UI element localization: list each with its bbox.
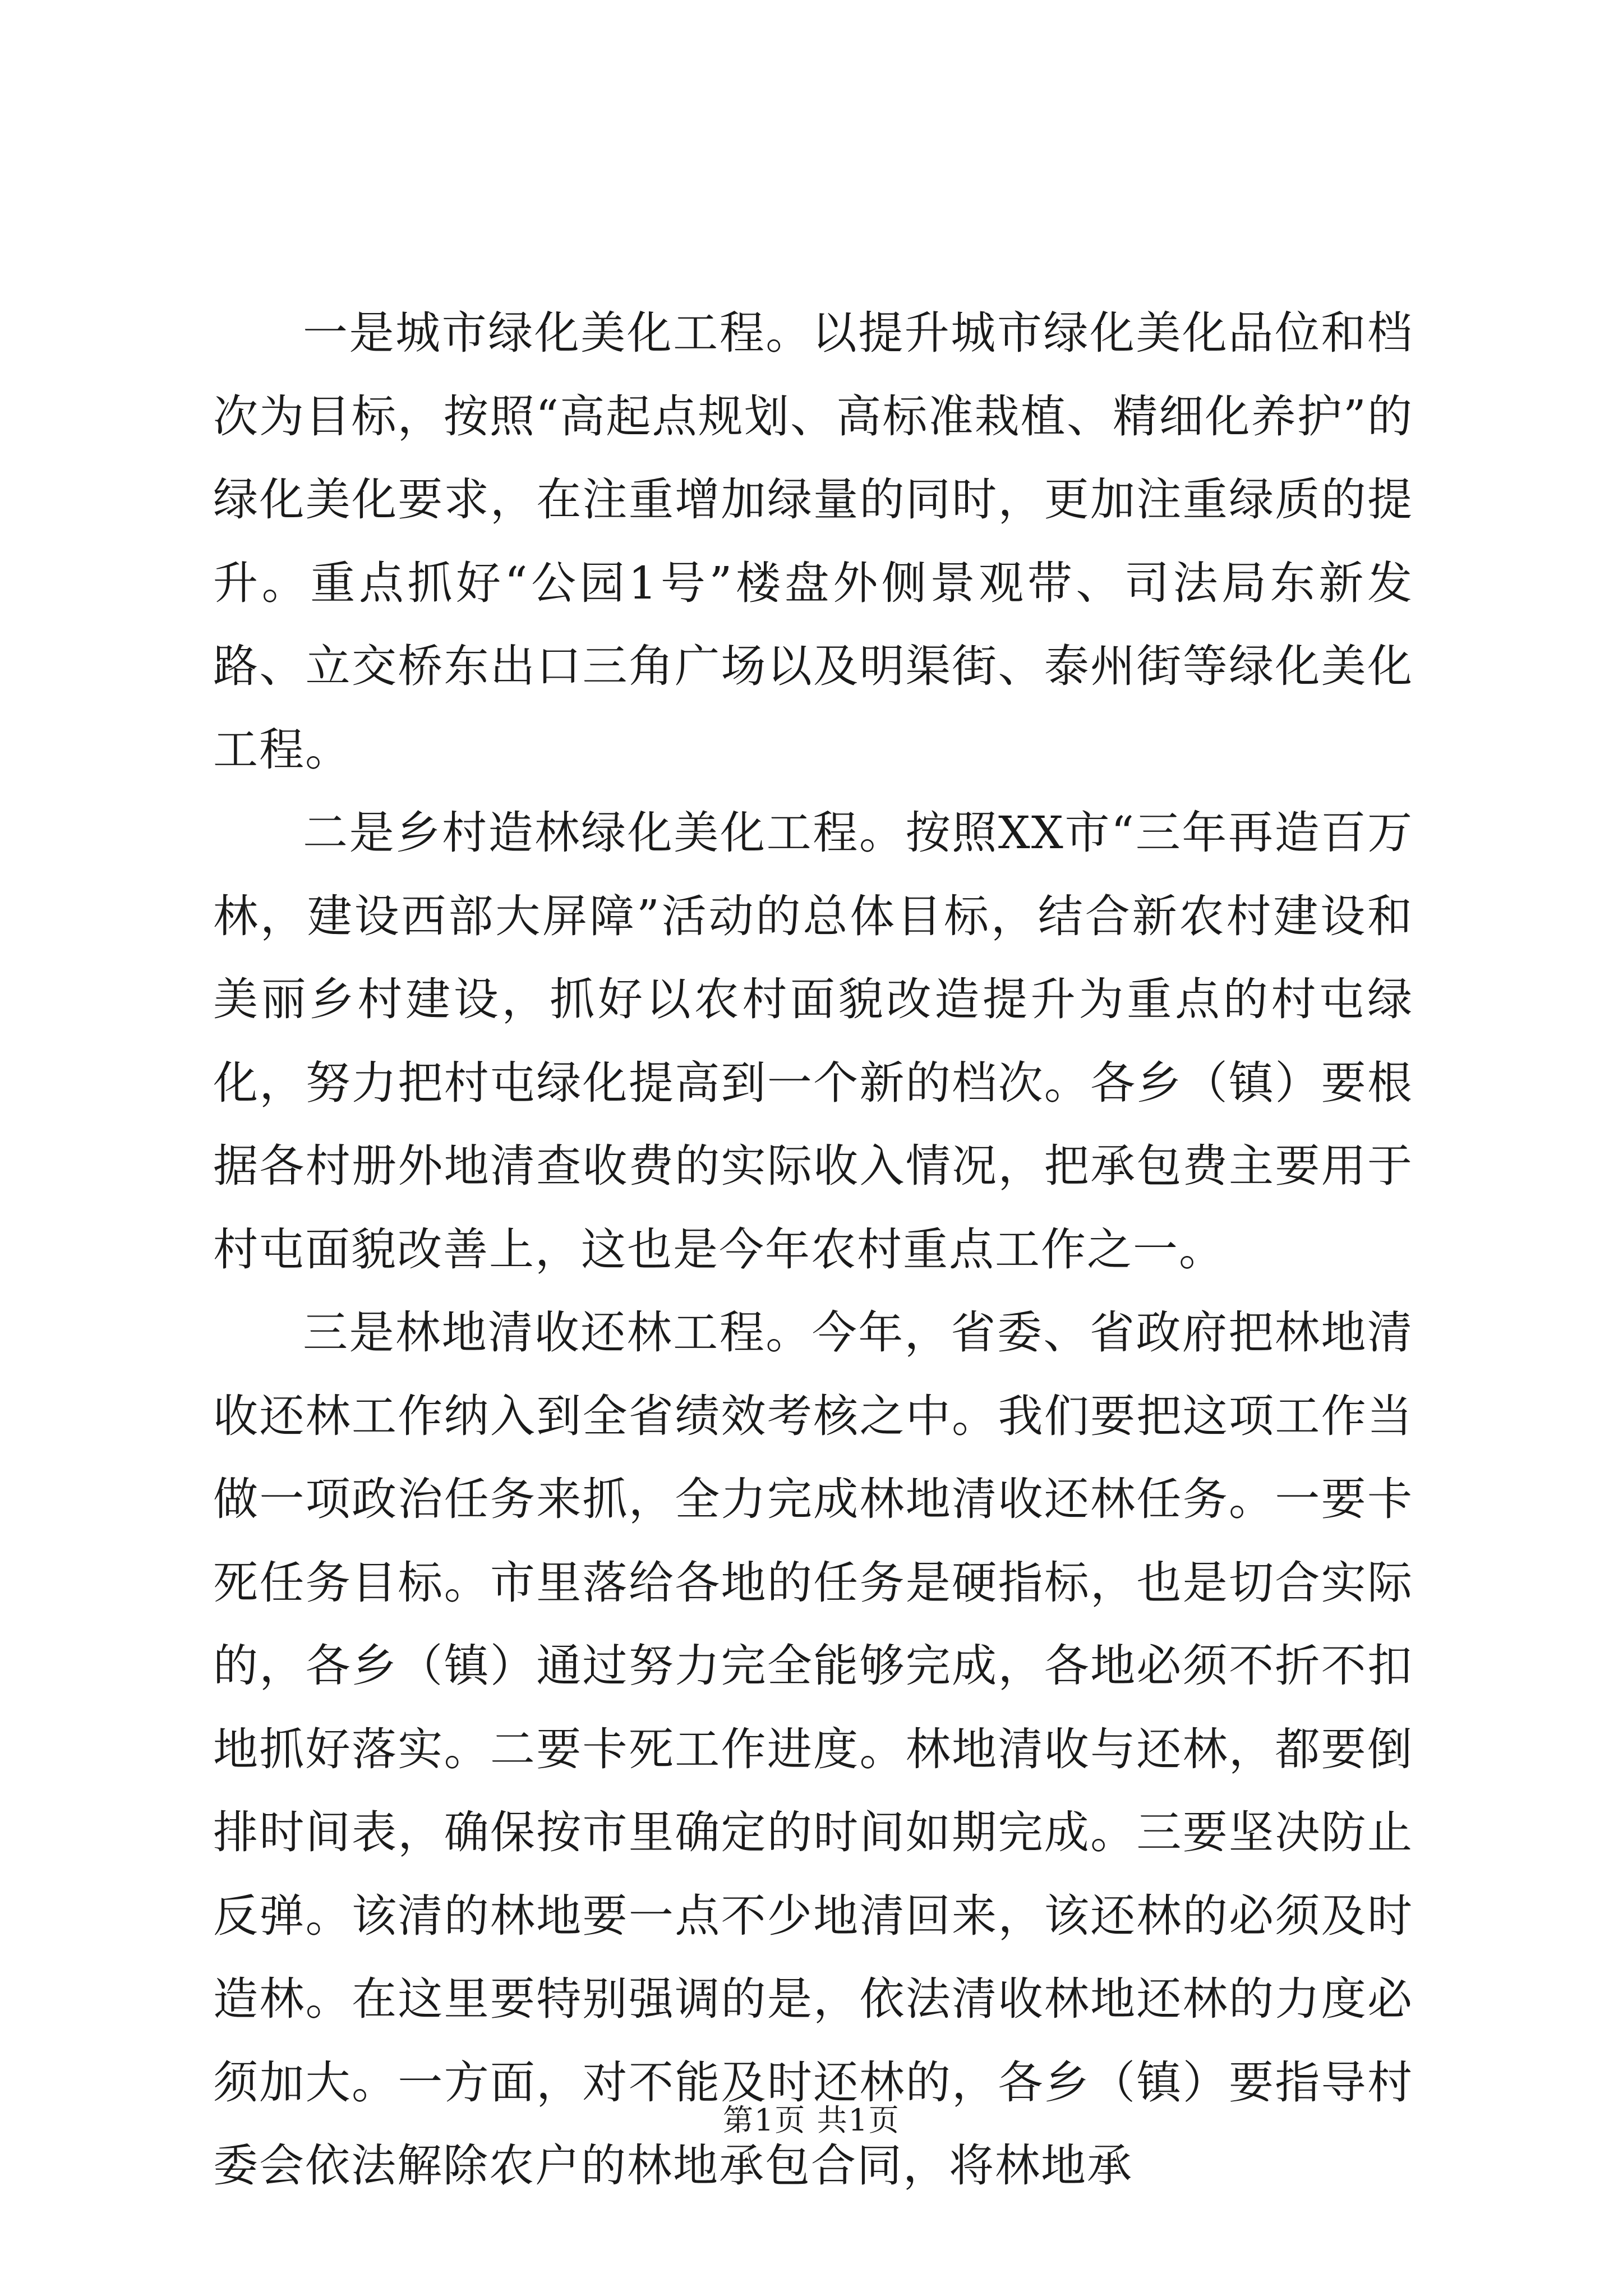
paragraph-urban-greening: 一是城市绿化美化工程。以提升城市绿化美化品位和档次为目标，按照“高起点规划、高标准栽植、精细化养护”的绿化美化要求，在注重增加绿量的同时，更加注重绿质的提升。重点抓好“公园1号”楼盘外侧景观带、司法局东新发路、立交桥东出口三角广场以及明渠街、泰州街等绿化美化工程。	[213, 307, 1413, 776]
document-body	[213, 292, 1413, 2208]
page-footer: 第1页 共1页	[723, 2102, 900, 2138]
paragraph-rural-afforestation: 二是乡村造林绿化美化工程。按照XX市“三年再造百万林，建设西部大屏障”活动的总体目标，结合新农村建设和美丽乡村建设，抓好以农村面貌改造提升为重点的村屯绿化，努力把村屯绿化提高到一个新的档次。各乡（镇）要根据各村册外地清查收费的实际收入情况，把承包费主要用于村屯面貌改善上，这也是今年农村重点工作之一。	[213, 807, 1413, 1276]
paragraph-forestland-recovery: 三是林地清收还林工程。今年，省委、省政府把林地清收还林工作纳入到全省绩效考核之中。我们要把这项工作当做一项政治任务来抓，全力完成林地清收还林任务。一要卡死任务目标。市里落给各地的任务是硬指标，也是切合实际的，各乡（镇）通过努力完全能够完成，各地必须不折不扣地抓好落实。二要卡死工作进度。林地清收与还林，都要倒排时间表，确保按市里确定的时间如期完成。三要坚决防止反弹。该清的林地要一点不少地清回来，该还林的必须及时造林。在这里要特别强调的是，依法清收林地还林的力度必须加大。一方面，对不能及时还林的，各乡（镇）要指导村委会依法解除农户的林地承包合同，将林地承	[213, 1306, 1413, 2192]
